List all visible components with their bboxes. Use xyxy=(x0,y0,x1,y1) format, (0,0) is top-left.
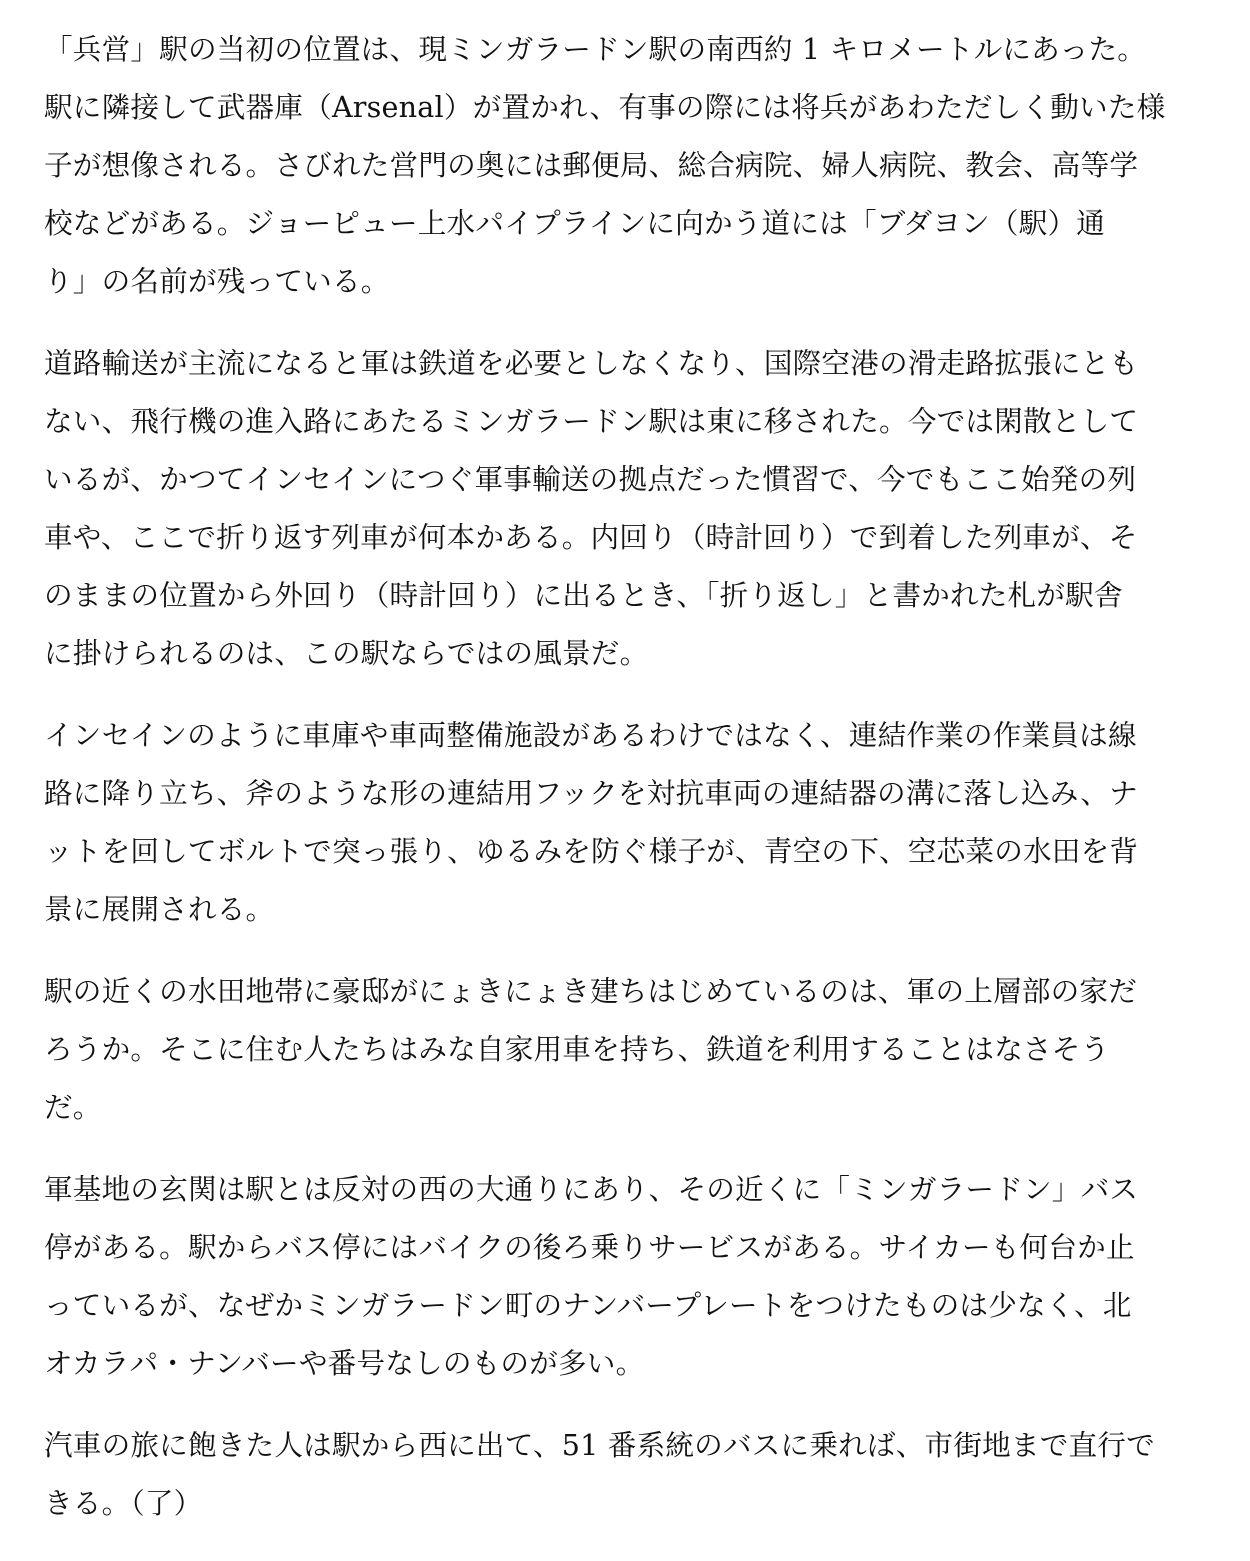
paragraph-4: 駅の近くの水田地帯に豪邸がにょきにょき建ちはじめているのは、軍の上層部の家だ ろうか。そこに住む人たちはみな自家用車を持ち、鉄道を利用することはなさそう だ。 xyxy=(44,974,1138,1124)
paragraph-1: 「兵営」駅の当初の位置は、現ミンガラードン駅の南西約 1 キロメートルにあった。 駅に隣接して武器庫（Arsenal）が置かれ、有事の際には将兵があわただしく動いた様 子が想像される。さびれた営門の奥には郵便局、総合病院、婦人病院、教会、高等学 校などがある。ジョーピュー上水パイプラインに向かう道には「ブダヨン（駅）通 り」の名前が残っている。 xyxy=(44,32,1166,298)
paragraph-2: 道路輸送が主流になると軍は鉄道を必要としなくなり、国際空港の滑走路拡張にとも ない、飛行機の進入路にあたるミンガラードン駅は東に移された。今では閑散として いるが、かつてインセインにつぐ軍事輸送の拠点だった慣習で、今でもここ始発の列 車や、ここで折り返す列車が何本かある。内回り（時計回り）で到着した列車が、そ のままの位置から外回り（時計回り）に出るとき、「折り返し」と書かれた札が駅舎 に掛けられるのは、この駅ならではの風景だ。 xyxy=(44,346,1139,670)
paragraph-6: 汽車の旅に飽きた人は駅から西に出て、51 番系統のバスに乗れば、市街地まで直行で きる。（了） xyxy=(44,1428,1155,1520)
article-body xyxy=(44,20,1228,1556)
paragraph-5: 軍基地の玄関は駅とは反対の西の大通りにあり、その近くに「ミンガラードン」バス 停がある。駅からバス停にはバイクの後ろ乗りサービスがある。サイカーも何台か止 っているが、なぜかミンガラードン町のナンバープレートをつけたものは少なく、北 オカラパ・ナンバーや番号なしのものが多い。 xyxy=(44,1172,1139,1380)
paragraph-3: インセインのように車庫や車両整備施設があるわけではなく、連結作業の作業員は線 路に降り立ち、斧のような形の連結用フックを対抗車両の連結器の溝に落し込み、ナ ットを回してボルトで突っ張り、ゆるみを防ぐ様子が、青空の下、空芯菜の水田を背 景に展開される。 xyxy=(44,718,1139,926)
